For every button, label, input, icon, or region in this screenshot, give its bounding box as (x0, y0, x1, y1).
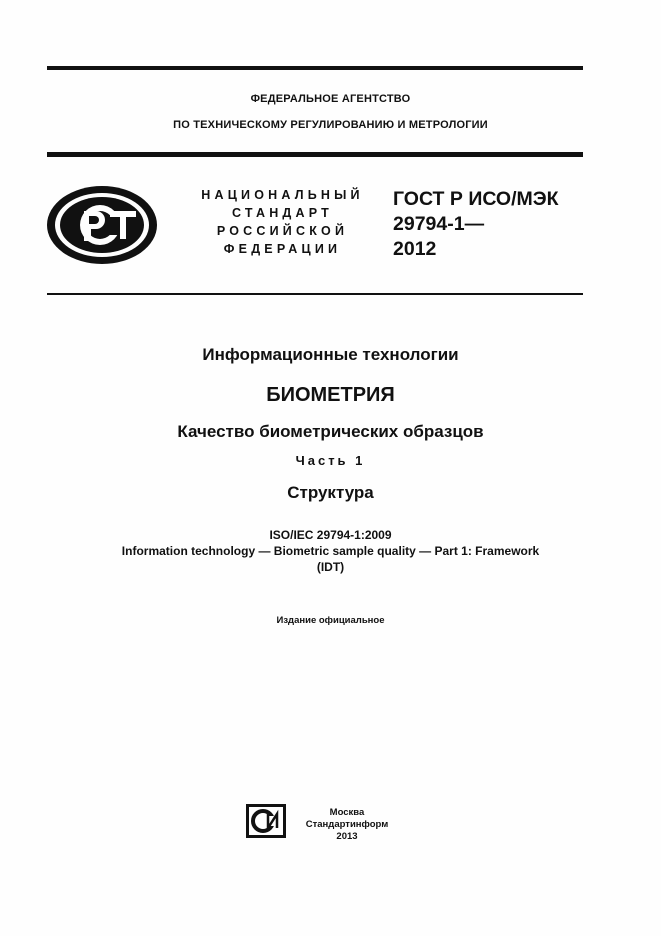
part-title: Структура (287, 483, 374, 502)
topic-title: Информационные технологии (202, 345, 459, 364)
edition-note: Издание официальное (276, 615, 385, 626)
designation-line-1: ГОСТ Р ИСО/МЭК (393, 188, 559, 210)
header-rule (47, 152, 583, 157)
iso-degree: (IDT) (316, 560, 345, 574)
block-rule (47, 293, 583, 295)
rst-certification-mark-icon (44, 183, 160, 272)
national-standard-line-2: СТАНДАРТ (232, 206, 333, 220)
national-standard-line-4: ФЕДЕРАЦИИ (223, 242, 342, 256)
national-standard-line-3: РОССИЙСКОЙ (216, 224, 349, 238)
publisher-name: Стандартинформ (305, 819, 389, 830)
part-number: Часть 1 (295, 453, 366, 468)
national-standard-line-1: НАЦИОНАЛЬНЫЙ (201, 188, 364, 202)
subtitle: Качество биометрических образцов (177, 422, 484, 441)
iso-code: ISO/IEC 29794-1:2009 (269, 528, 392, 542)
publisher-city: Москва (329, 807, 365, 818)
agency-line-1: ФЕДЕРАЛЬНОЕ АГЕНТСТВО (250, 93, 411, 105)
standartinform-logo-icon (246, 804, 286, 843)
top-rule (47, 66, 583, 70)
iso-title: Information technology — Biometric sample quality — Part 1: Framework (121, 544, 540, 558)
designation-line-3: 2012 (393, 238, 437, 260)
agency-line-2: ПО ТЕХНИЧЕСКОМУ РЕГУЛИРОВАНИЮ И МЕТРОЛОГИИ (173, 119, 488, 131)
main-title: БИОМЕТРИЯ (266, 384, 395, 406)
publisher-year: 2013 (336, 831, 358, 842)
designation-line-2: 29794-1— (393, 213, 485, 235)
